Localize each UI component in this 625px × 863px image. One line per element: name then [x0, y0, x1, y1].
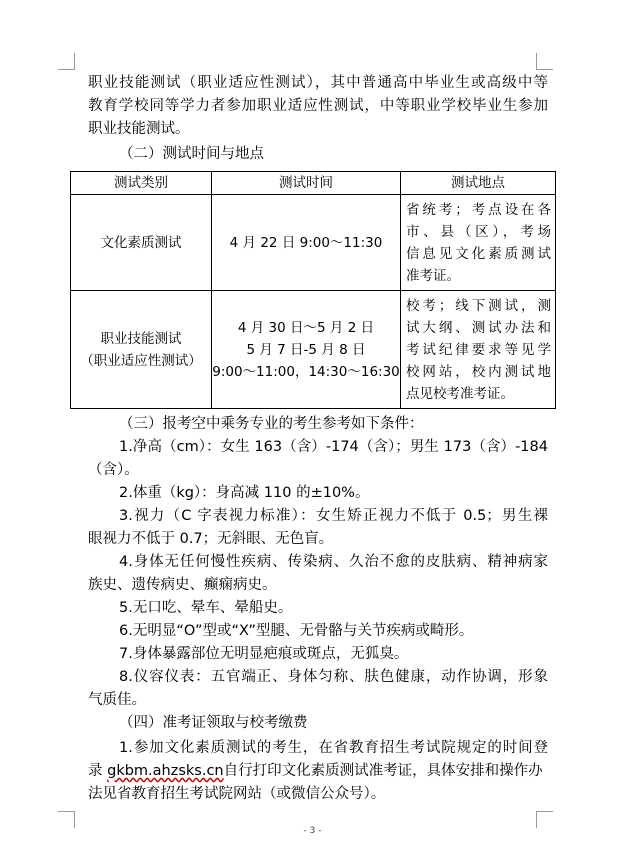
- condition-line: 3.视力（C 字表视力标准）：女生矫正视力不低于 0.5；男生裸: [119, 508, 548, 524]
- paragraph-line: 职业技能测试（职业适应性测试），其中普通高中毕业生或高级中等: [88, 75, 548, 91]
- condition-line: 6.无明显“O”型或“X”型腿、无骨骼与关节疾病或畸形。: [119, 623, 474, 639]
- exam-website-link[interactable]: gkbm.ahzsks.cn: [107, 763, 224, 779]
- schedule-table: [70, 171, 556, 409]
- table-header-row: [71, 172, 556, 195]
- condition-line: 族史、遗传病史、癫痫病史。: [88, 577, 277, 593]
- table-cell-category: 文化素质测试: [71, 195, 212, 291]
- table-cell-location: 校考；线下测试，测 试大纲、测试办法和 考试纪律要求等见学 校网站，校内测试地 点见校考准考证。: [401, 291, 556, 409]
- section-heading: （二）测试时间与地点: [119, 146, 264, 162]
- section-heading: （四）准考证领取与校考缴费: [119, 715, 308, 731]
- condition-line: 4.身体无任何慢性疾病、传染病、久治不愈的皮肤病、精神病家: [119, 554, 548, 570]
- corner-mark-top-right: [536, 53, 553, 70]
- table-row: [71, 195, 556, 291]
- table-cell-location: 省统考；考点设在各 市、县（区），考场 信息见文化素质测试 准考证。: [401, 195, 556, 291]
- table-cell-category: 职业技能测试 （职业适应性测试）: [71, 291, 212, 409]
- condition-line: 8.仪容仪表：五官端正、身体匀称、肤色健康，动作协调，形象: [119, 669, 548, 685]
- link-prefix: 录: [88, 763, 108, 779]
- condition-line: （含）。: [88, 462, 139, 478]
- table-header: 测试地点: [401, 172, 556, 195]
- table-cell-time: 4 月 22 日 9:00～11:30: [212, 195, 401, 291]
- link-suffix: 自行打印文化素质测试准考证，具体安排和操作办: [223, 763, 543, 779]
- table-header: 测试时间: [212, 172, 401, 195]
- paragraph-line: 1.参加文化素质测试的考生，在省教育招生考试院规定的时间登: [119, 740, 548, 756]
- corner-mark-top-left: [58, 53, 75, 70]
- table-row: [71, 291, 556, 409]
- table-header: 测试类别: [71, 172, 212, 195]
- condition-line: 眼视力不低于 0.7；无斜眼、无色盲。: [88, 531, 334, 547]
- condition-line: 气质佳。: [88, 692, 146, 708]
- paragraph-line: 教育学校同等学力者参加职业适应性测试，中等职业学校毕业生参加: [88, 98, 548, 114]
- condition-line: 1.净高（cm）：女生 163（含）-174（含）；男生 173（含）-184: [119, 439, 548, 455]
- table-cell-time: 4 月 30 日～5 月 2 日 5 月 7 日-5 月 8 日 9:00～11:00，14:30～16:30: [212, 291, 401, 409]
- page-number: - 3 -: [303, 826, 322, 836]
- paragraph-line-with-link: [88, 760, 548, 783]
- condition-line: 2.体重（kg）：身高减 110 的±10%。: [119, 485, 370, 501]
- paragraph-line: 法见省教育招生考试院网站（或微信公众号）。: [88, 786, 386, 802]
- condition-line: 7.身体暴露部位无明显疤痕或斑点，无狐臭。: [119, 646, 409, 662]
- condition-line: 5.无口吃、晕车、晕船史。: [119, 600, 293, 616]
- section-heading: （三）报考空中乘务专业的考生参考如下条件：: [119, 416, 424, 432]
- paragraph-line: 职业技能测试。: [88, 121, 190, 137]
